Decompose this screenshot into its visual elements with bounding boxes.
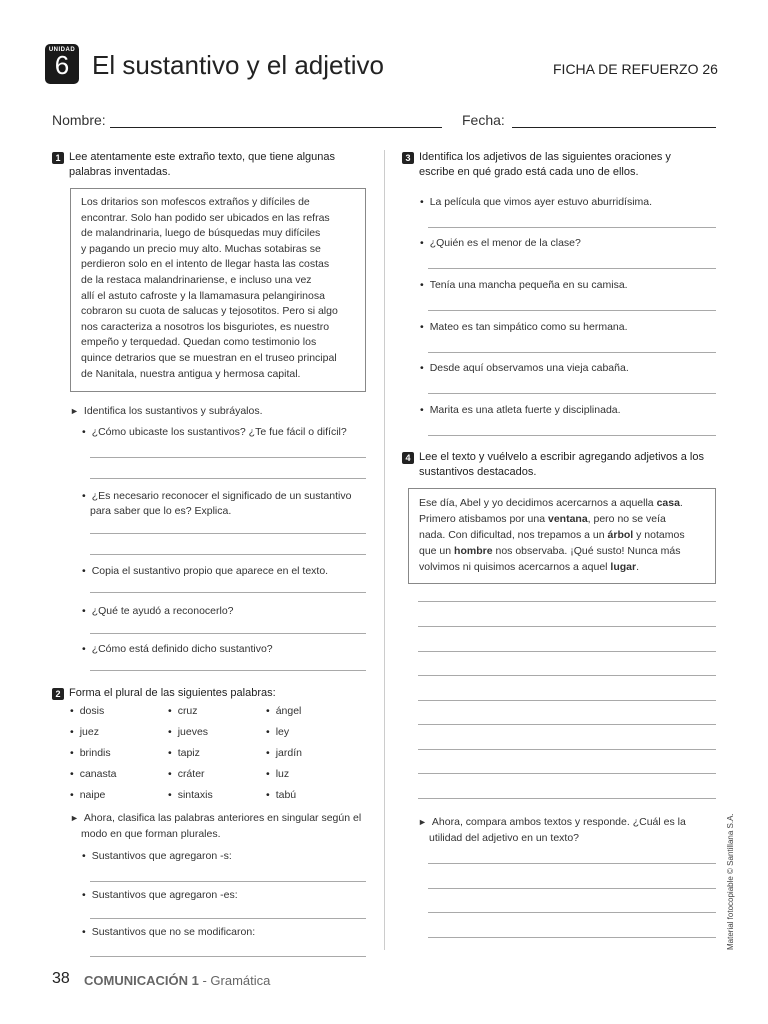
answer-line[interactable] xyxy=(418,675,716,676)
answer-line[interactable] xyxy=(428,912,716,913)
q3-sentence: • Desde aquí observamos una vieja cabaña. xyxy=(420,361,629,376)
answer-line[interactable] xyxy=(90,633,366,634)
word-item: • luz xyxy=(266,768,289,780)
q4-instruction-line-1: Lee el texto y vuélvelo a escribir agregando adjetivos a los xyxy=(419,451,704,463)
reading-line: de malandrinaria, luego de búsquedas muy difíciles xyxy=(81,227,321,240)
question-number-1: 1 xyxy=(52,152,64,164)
q2-instruction: Forma el plural de las siguientes palabras: xyxy=(69,687,276,699)
name-field[interactable] xyxy=(110,127,442,128)
answer-line[interactable] xyxy=(418,601,716,602)
answer-line[interactable] xyxy=(428,937,716,938)
answer-line[interactable] xyxy=(90,554,366,555)
q3-instruction-line-2: escribe en qué grado está cada uno de ellos. xyxy=(419,166,639,178)
q4-text: . xyxy=(679,497,683,509)
q4-line xyxy=(419,559,705,575)
answer-line[interactable] xyxy=(428,268,716,269)
unit-label: UNIDAD xyxy=(48,47,76,53)
reading-line: Los dritarios son mofescos extraños y difíciles de xyxy=(81,196,310,208)
answer-line[interactable] xyxy=(90,956,366,957)
q4-text: y notamos xyxy=(633,529,685,541)
unit-badge xyxy=(45,44,79,84)
reading-line: allí el astuto cafroste y la llamamasura pelangirinosa xyxy=(81,289,325,302)
answer-line[interactable] xyxy=(418,749,716,750)
q4-text: nos observaba. ¡Qué susto! Nunca más xyxy=(492,545,681,557)
word-item: • juez xyxy=(70,726,99,738)
column-divider xyxy=(384,150,385,950)
q4-sub-instruction xyxy=(418,815,686,830)
q2-sub-instruction-line-2: modo en que forman plurales. xyxy=(81,828,221,840)
highlighted-noun: casa xyxy=(656,497,680,509)
reading-line: de Nanitala, nuestra antigua y hermosa capital. xyxy=(81,367,301,380)
word-item: • ley xyxy=(266,726,289,738)
arrow-icon: ► xyxy=(70,406,79,416)
reading-line: encontrar. Solo han podido ser ubicados en las refras xyxy=(81,211,330,224)
answer-line[interactable] xyxy=(90,533,366,534)
answer-line[interactable] xyxy=(428,435,716,436)
answer-line[interactable] xyxy=(418,626,716,627)
answer-line[interactable] xyxy=(418,651,716,652)
q1-bullet-3: • Copia el sustantivo propio que aparece en el texto. xyxy=(82,564,328,579)
q3-instruction-line-1: Identifica los adjetivos de las siguientes oraciones y xyxy=(419,151,671,163)
q3-sentence: • La película que vimos ayer estuvo aburridísima. xyxy=(420,195,652,210)
q1-sub-instruction-text: Identifica los sustantivos y subráyalos. xyxy=(83,405,263,417)
q4-text-box xyxy=(408,488,716,584)
reading-line: de la restaca malandrinariense, e incluso una vez xyxy=(81,273,312,286)
q2-bullet-unchanged: • Sustantivos que no se modificaron: xyxy=(82,925,255,940)
date-label: Fecha: xyxy=(462,112,505,128)
q4-sub-instruction-line-2: utilidad del adjetivo en un texto? xyxy=(429,832,580,844)
q4-instruction-line-2: sustantivos destacados. xyxy=(419,466,537,478)
q4-text: , pero no se veía xyxy=(587,513,666,525)
q1-bullet-4: • ¿Qué te ayudó a reconocerlo? xyxy=(82,604,234,619)
worksheet-code: FICHA DE REFUERZO 26 xyxy=(553,61,718,77)
word-item: • ángel xyxy=(266,705,301,717)
question-number-4: 4 xyxy=(402,452,414,464)
q4-text: volvimos ni quisimos acercarnos a aquel xyxy=(419,561,611,573)
q2-bullet-es: • Sustantivos que agregaron -es: xyxy=(82,888,238,903)
q4-line xyxy=(419,527,705,543)
q2-bullet-s: • Sustantivos que agregaron -s: xyxy=(82,849,232,864)
footer-section: - Gramática xyxy=(198,973,271,988)
q1-sub-instruction xyxy=(70,404,263,419)
unit-number: 6 xyxy=(54,50,70,80)
highlighted-noun: hombre xyxy=(454,545,493,557)
reading-text-box xyxy=(70,188,366,392)
q4-text: Ese día, Abel y yo decidimos acercarnos a aquella xyxy=(419,497,657,509)
word-item: • tapiz xyxy=(168,747,200,759)
reading-line: nos caracteriza a nosotros los bisguriotes, es nuestro xyxy=(81,320,330,333)
word-item: • cráter xyxy=(168,768,205,780)
q1-instruction-line-1: Lee atentamente este extraño texto, que tiene algunas xyxy=(69,151,336,163)
footer-book: COMUNICACIÓN 1 xyxy=(84,973,199,988)
question-number-3: 3 xyxy=(402,152,414,164)
reading-line: perdieron solo en el intento de llegar hasta las costas xyxy=(81,258,330,271)
q4-line xyxy=(419,511,705,527)
answer-line[interactable] xyxy=(90,918,366,919)
q3-sentence: • Tenía una mancha pequeña en su camisa. xyxy=(420,278,628,293)
footer-label xyxy=(84,973,270,988)
answer-line[interactable] xyxy=(428,888,716,889)
highlighted-noun: lugar xyxy=(610,561,637,573)
q2-sub-instruction xyxy=(70,811,361,826)
arrow-icon: ► xyxy=(70,813,79,823)
q3-sentence: • Marita es una atleta fuerte y disciplinada. xyxy=(420,403,621,418)
answer-line[interactable] xyxy=(428,863,716,864)
word-item: • jueves xyxy=(168,726,208,738)
reading-line: quince detrarios que se muestran en el truseo principal xyxy=(81,351,337,364)
word-item: • tabú xyxy=(266,789,296,801)
q4-text: nada. Con dificultad, nos trepamos a un xyxy=(419,529,608,541)
answer-line[interactable] xyxy=(428,393,716,394)
word-item: • dosis xyxy=(70,705,104,717)
q2-sub-instruction-text: Ahora, clasifica las palabras anteriores en singular según el xyxy=(83,812,362,824)
word-item: • brindis xyxy=(70,747,111,759)
q4-text: que un xyxy=(419,545,455,557)
answer-line[interactable] xyxy=(90,670,366,671)
q1-bullet-2: • ¿Es necesario reconocer el significado de un sustantivo xyxy=(82,489,351,504)
q4-line xyxy=(419,495,705,511)
word-item: • cruz xyxy=(168,705,198,717)
answer-line[interactable] xyxy=(428,352,716,353)
q4-sub-instruction-text: Ahora, compara ambos textos y responde. ¿Cuál es la xyxy=(431,816,686,828)
word-item: • canasta xyxy=(70,768,116,780)
word-item: • naipe xyxy=(70,789,105,801)
q1-bullet-1: • ¿Cómo ubicaste los sustantivos? ¿Te fue fácil o difícil? xyxy=(82,425,347,440)
word-item: • sintaxis xyxy=(168,789,213,801)
q1-instruction-line-2: palabras inventadas. xyxy=(69,166,171,178)
answer-line[interactable] xyxy=(90,881,366,882)
reading-line: cobraron su cuota de salucas y tejosotitos. Pero si algo xyxy=(81,305,338,318)
answer-line[interactable] xyxy=(90,478,366,479)
answer-line[interactable] xyxy=(428,227,716,228)
page-number: 38 xyxy=(52,970,70,987)
q4-line xyxy=(419,543,705,559)
q1-bullet-2-line-2: para saber que lo es? Explica. xyxy=(90,505,232,517)
answer-line[interactable] xyxy=(90,592,366,593)
reading-line: y pagando un precio muy alto. Muchas sotabiras se xyxy=(81,242,321,255)
question-number-2: 2 xyxy=(52,688,64,700)
name-label: Nombre: xyxy=(52,112,106,128)
q4-text: Primero atisbamos por una xyxy=(419,513,548,525)
page-title: El sustantivo y el adjetivo xyxy=(92,50,384,80)
q3-sentence: • Mateo es tan simpático como su hermana. xyxy=(420,320,628,335)
answer-line[interactable] xyxy=(428,310,716,311)
highlighted-noun: ventana xyxy=(547,513,588,525)
answer-line[interactable] xyxy=(418,700,716,701)
q4-text: . xyxy=(636,561,640,573)
q3-sentence: • ¿Quién es el menor de la clase? xyxy=(420,236,581,251)
arrow-icon: ► xyxy=(418,817,427,827)
reading-line: empeño y terquedad. Quedan como testimonio los xyxy=(81,336,317,349)
word-item: • jardín xyxy=(266,747,302,759)
q1-bullet-5: • ¿Cómo está definido dicho sustantivo? xyxy=(82,642,273,657)
copyright-note: Material fotocopiable © Santillana S.A. xyxy=(726,813,735,950)
answer-line[interactable] xyxy=(418,773,716,774)
answer-line[interactable] xyxy=(90,457,366,458)
highlighted-noun: árbol xyxy=(607,529,634,541)
date-field[interactable] xyxy=(512,127,716,128)
answer-line[interactable] xyxy=(418,798,716,799)
answer-line[interactable] xyxy=(418,724,716,725)
